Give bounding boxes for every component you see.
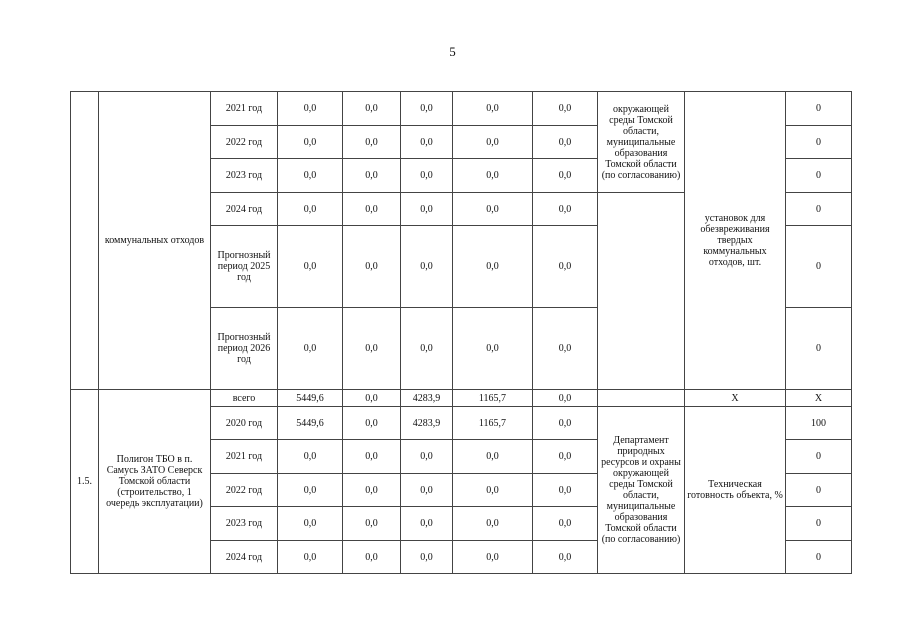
target-cell: 0 <box>786 541 852 574</box>
value-cell: 0,0 <box>453 126 533 159</box>
period-cell: 2022 год <box>211 474 278 507</box>
value-cell: 0,0 <box>278 193 343 226</box>
page-number: 5 <box>449 44 456 59</box>
value-cell: 0,0 <box>401 126 453 159</box>
indicator-cell: установок для обезвреживания твердых коммунальных отходов, шт. <box>685 92 786 390</box>
number-cell <box>71 92 99 390</box>
value-cell: 4283,9 <box>401 390 453 407</box>
target-cell: 0 <box>786 474 852 507</box>
period-cell: 2024 год <box>211 541 278 574</box>
value-cell: 0,0 <box>343 308 401 390</box>
value-cell: 0,0 <box>401 193 453 226</box>
value-cell: 0,0 <box>401 159 453 193</box>
value-cell: 0,0 <box>533 226 598 308</box>
activity-name-cell: коммунальных отходов <box>99 92 211 390</box>
value-cell: 0,0 <box>453 440 533 474</box>
period-cell: 2023 год <box>211 507 278 541</box>
value-cell: 0,0 <box>278 474 343 507</box>
value-cell: 0,0 <box>343 407 401 440</box>
period-cell: Прогнозный период 2025 год <box>211 226 278 308</box>
value-cell: 0,0 <box>343 541 401 574</box>
value-cell: 0,0 <box>533 159 598 193</box>
value-cell: 0,0 <box>278 126 343 159</box>
value-cell: 0,0 <box>533 126 598 159</box>
value-cell: 0,0 <box>453 474 533 507</box>
value-cell: 0,0 <box>278 92 343 126</box>
value-cell: 0,0 <box>401 541 453 574</box>
executor-cell-empty <box>598 193 685 390</box>
period-cell: 2024 год <box>211 193 278 226</box>
value-cell: 0,0 <box>278 440 343 474</box>
value-cell: 0,0 <box>533 308 598 390</box>
table-row <box>71 92 852 126</box>
value-cell: 0,0 <box>343 126 401 159</box>
value-cell: 4283,9 <box>401 407 453 440</box>
value-cell: 0,0 <box>278 226 343 308</box>
value-cell: 0,0 <box>401 507 453 541</box>
value-cell: 0,0 <box>343 226 401 308</box>
value-cell: 0,0 <box>401 440 453 474</box>
value-cell: 0,0 <box>278 507 343 541</box>
value-cell: 0,0 <box>343 193 401 226</box>
executor-cell-empty <box>598 390 685 407</box>
table-row <box>71 390 852 407</box>
value-cell: 0,0 <box>533 92 598 126</box>
value-cell: 0,0 <box>343 390 401 407</box>
value-cell: 0,0 <box>533 474 598 507</box>
value-cell: 0,0 <box>343 92 401 126</box>
indicator-cell: Техническая готовность объекта, % <box>685 407 786 574</box>
number-cell: 1.5. <box>71 390 99 574</box>
value-cell: 0,0 <box>533 390 598 407</box>
target-cell: 0 <box>786 440 852 474</box>
value-cell: 0,0 <box>533 407 598 440</box>
target-cell: 0 <box>786 193 852 226</box>
program-table <box>70 91 852 574</box>
value-cell: 5449,6 <box>278 407 343 440</box>
value-cell: 0,0 <box>343 474 401 507</box>
indicator-cell: X <box>685 390 786 407</box>
period-cell: 2021 год <box>211 92 278 126</box>
target-cell: X <box>786 390 852 407</box>
value-cell: 0,0 <box>401 92 453 126</box>
value-cell: 1165,7 <box>453 407 533 440</box>
target-cell: 0 <box>786 126 852 159</box>
target-cell: 0 <box>786 507 852 541</box>
period-cell: 2021 год <box>211 440 278 474</box>
period-cell: 2020 год <box>211 407 278 440</box>
value-cell: 0,0 <box>343 507 401 541</box>
value-cell: 0,0 <box>343 440 401 474</box>
value-cell: 0,0 <box>533 440 598 474</box>
target-cell: 0 <box>786 308 852 390</box>
value-cell: 0,0 <box>533 193 598 226</box>
value-cell: 0,0 <box>278 308 343 390</box>
executor-cell: Департамент природных ресурсов и охраны окружающей среды Томской области, муниципальные образования Томской области (по согласованию) <box>598 407 685 574</box>
value-cell: 0,0 <box>278 541 343 574</box>
value-cell: 0,0 <box>453 541 533 574</box>
period-cell: 2022 год <box>211 126 278 159</box>
value-cell: 1165,7 <box>453 390 533 407</box>
period-cell: Прогнозный период 2026 год <box>211 308 278 390</box>
target-cell: 0 <box>786 159 852 193</box>
value-cell: 0,0 <box>533 507 598 541</box>
target-cell: 0 <box>786 226 852 308</box>
period-cell: всего <box>211 390 278 407</box>
period-cell: 2023 год <box>211 159 278 193</box>
value-cell: 0,0 <box>278 159 343 193</box>
target-cell: 100 <box>786 407 852 440</box>
value-cell: 0,0 <box>343 159 401 193</box>
value-cell: 0,0 <box>453 308 533 390</box>
value-cell: 5449,6 <box>278 390 343 407</box>
value-cell: 0,0 <box>401 226 453 308</box>
target-cell: 0 <box>786 92 852 126</box>
value-cell: 0,0 <box>533 541 598 574</box>
activity-name-cell: Полигон ТБО в п. Самусь ЗАТО Северск Томской области (строительство, 1 очередь эксплуатации) <box>99 390 211 574</box>
value-cell: 0,0 <box>453 226 533 308</box>
value-cell: 0,0 <box>401 474 453 507</box>
executor-cell: окружающей среды Томской области, муниципальные образования Томской области (по согласованию) <box>598 92 685 193</box>
value-cell: 0,0 <box>453 507 533 541</box>
value-cell: 0,0 <box>453 92 533 126</box>
value-cell: 0,0 <box>453 193 533 226</box>
value-cell: 0,0 <box>401 308 453 390</box>
value-cell: 0,0 <box>453 159 533 193</box>
